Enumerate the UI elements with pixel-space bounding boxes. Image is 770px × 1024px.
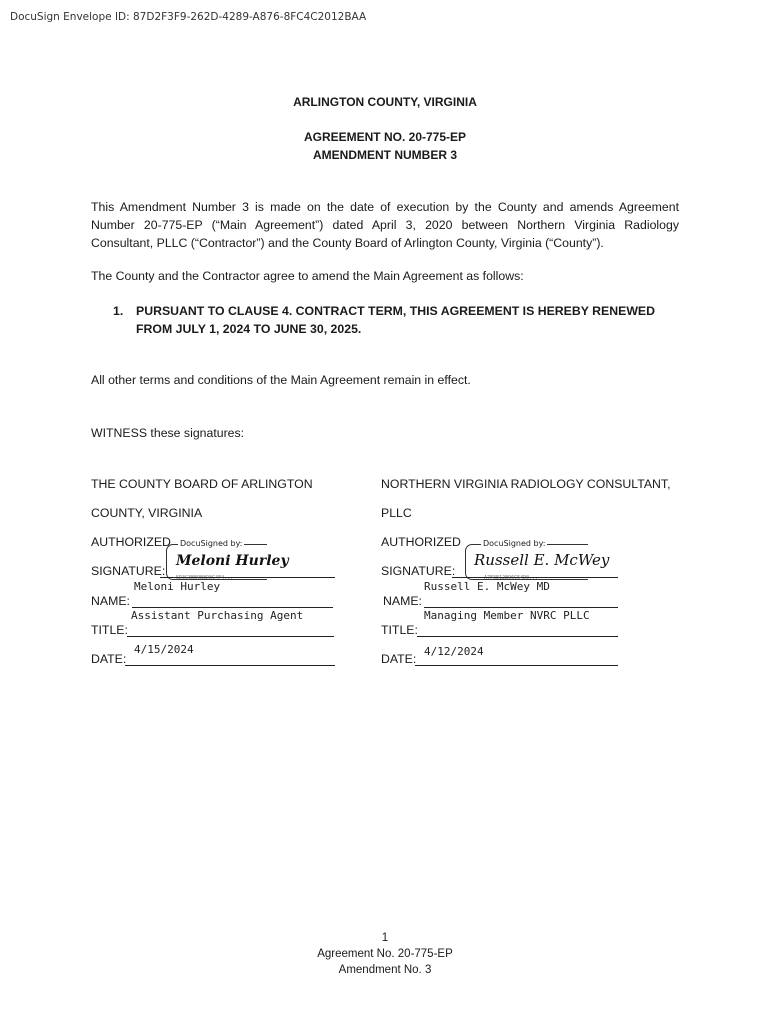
county-name-value: Meloni Hurley <box>134 580 221 593</box>
county-title-line <box>127 636 334 637</box>
county-signature-label: SIGNATURE: <box>91 564 166 578</box>
county-signature-image <box>174 548 289 572</box>
contractor-name-label: NAME: <box>383 594 422 608</box>
contractor-signature-hash: A7F3E12B96C54D0... <box>484 575 539 581</box>
county-party-line2: COUNTY, VIRGINIA <box>91 506 203 520</box>
county-docusigned-by: DocuSigned by: <box>180 539 243 548</box>
county-date-label: DATE: <box>91 652 127 666</box>
county-party-line1: THE COUNTY BOARD OF ARLINGTON <box>91 477 313 491</box>
county-date-value: 4/15/2024 <box>134 643 194 656</box>
contractor-date-label: DATE: <box>381 652 417 666</box>
county-date-line <box>125 665 335 666</box>
contractor-party-line2: PLLC <box>381 506 412 520</box>
contractor-party-line1: NORTHERN VIRGINIA RADIOLOGY CONSULTANT, <box>381 477 671 491</box>
clause-item <box>113 302 673 342</box>
contractor-title-value: Managing Member NVRC PLLC <box>424 609 590 622</box>
county-name-label: NAME: <box>91 594 130 608</box>
footer-agreement: Agreement No. 20-775-EP <box>317 948 453 960</box>
county-signature-line <box>160 577 335 578</box>
agreement-number-heading: AGREEMENT NO. 20-775-EP <box>303 130 467 144</box>
agree-paragraph: The County and the Contractor agree to amend the Main Agreement as follows: <box>91 269 524 283</box>
footer-page-number: 1 <box>381 932 389 944</box>
contractor-date-line <box>415 665 618 666</box>
county-signature-text: Meloni Hurley <box>176 553 289 569</box>
contractor-docusigned-by: DocuSigned by: <box>483 539 546 548</box>
county-name-line <box>132 607 333 608</box>
contractor-title-line <box>417 636 618 637</box>
contractor-title-label: TITLE: <box>381 623 418 637</box>
contractor-name-line <box>424 607 618 608</box>
contractor-name-value: Russell E. McWey MD <box>424 580 550 593</box>
contractor-date-value: 4/12/2024 <box>424 645 484 658</box>
contractor-signature-image <box>472 547 610 573</box>
contractor-signature-label: SIGNATURE: <box>381 564 456 578</box>
amendment-heading: AMENDMENT NUMBER 3 <box>313 148 457 162</box>
contractor-signature-text: Russell E. McWey <box>474 551 610 569</box>
envelope-id: DocuSign Envelope ID: 87D2F3F9-262D-4289-A876-8FC4C2012BAA <box>10 11 367 23</box>
clause-number: 1. <box>113 304 124 318</box>
intro-paragraph: This Amendment Number 3 is made on the date of execution by the County and amends Agreement Number 20-775-EP (“Main Agreement”) dated April 3, 2020 between Northern Virginia Radiology Consultant, PLLC (“Contractor”) and the County Board of Arlington County, Virginia (“County”). <box>91 200 679 250</box>
clause-text: PURSUANT TO CLAUSE 4. CONTRACT TERM, THIS AGREEMENT IS HEREBY RENEWED FROM JULY 1, 2024 TO JUNE 30, 2025. <box>136 304 656 336</box>
witness-paragraph: WITNESS these signatures: <box>91 426 245 440</box>
county-title-label: TITLE: <box>91 623 128 637</box>
contractor-authorized-label: AUTHORIZED <box>381 535 461 549</box>
contractor-signature-line <box>452 577 618 578</box>
county-title-value: Assistant Purchasing Agent <box>131 609 304 622</box>
footer-amendment: Amendment No. 3 <box>338 964 432 976</box>
other-terms-paragraph: All other terms and conditions of the Main Agreement remain in effect. <box>91 373 471 387</box>
county-heading: ARLINGTON COUNTY, VIRGINIA <box>293 95 477 109</box>
county-authorized-label: AUTHORIZED <box>91 535 171 549</box>
county-signature-hash: 5D3C3BB9B8D8C4F4... <box>176 575 234 581</box>
